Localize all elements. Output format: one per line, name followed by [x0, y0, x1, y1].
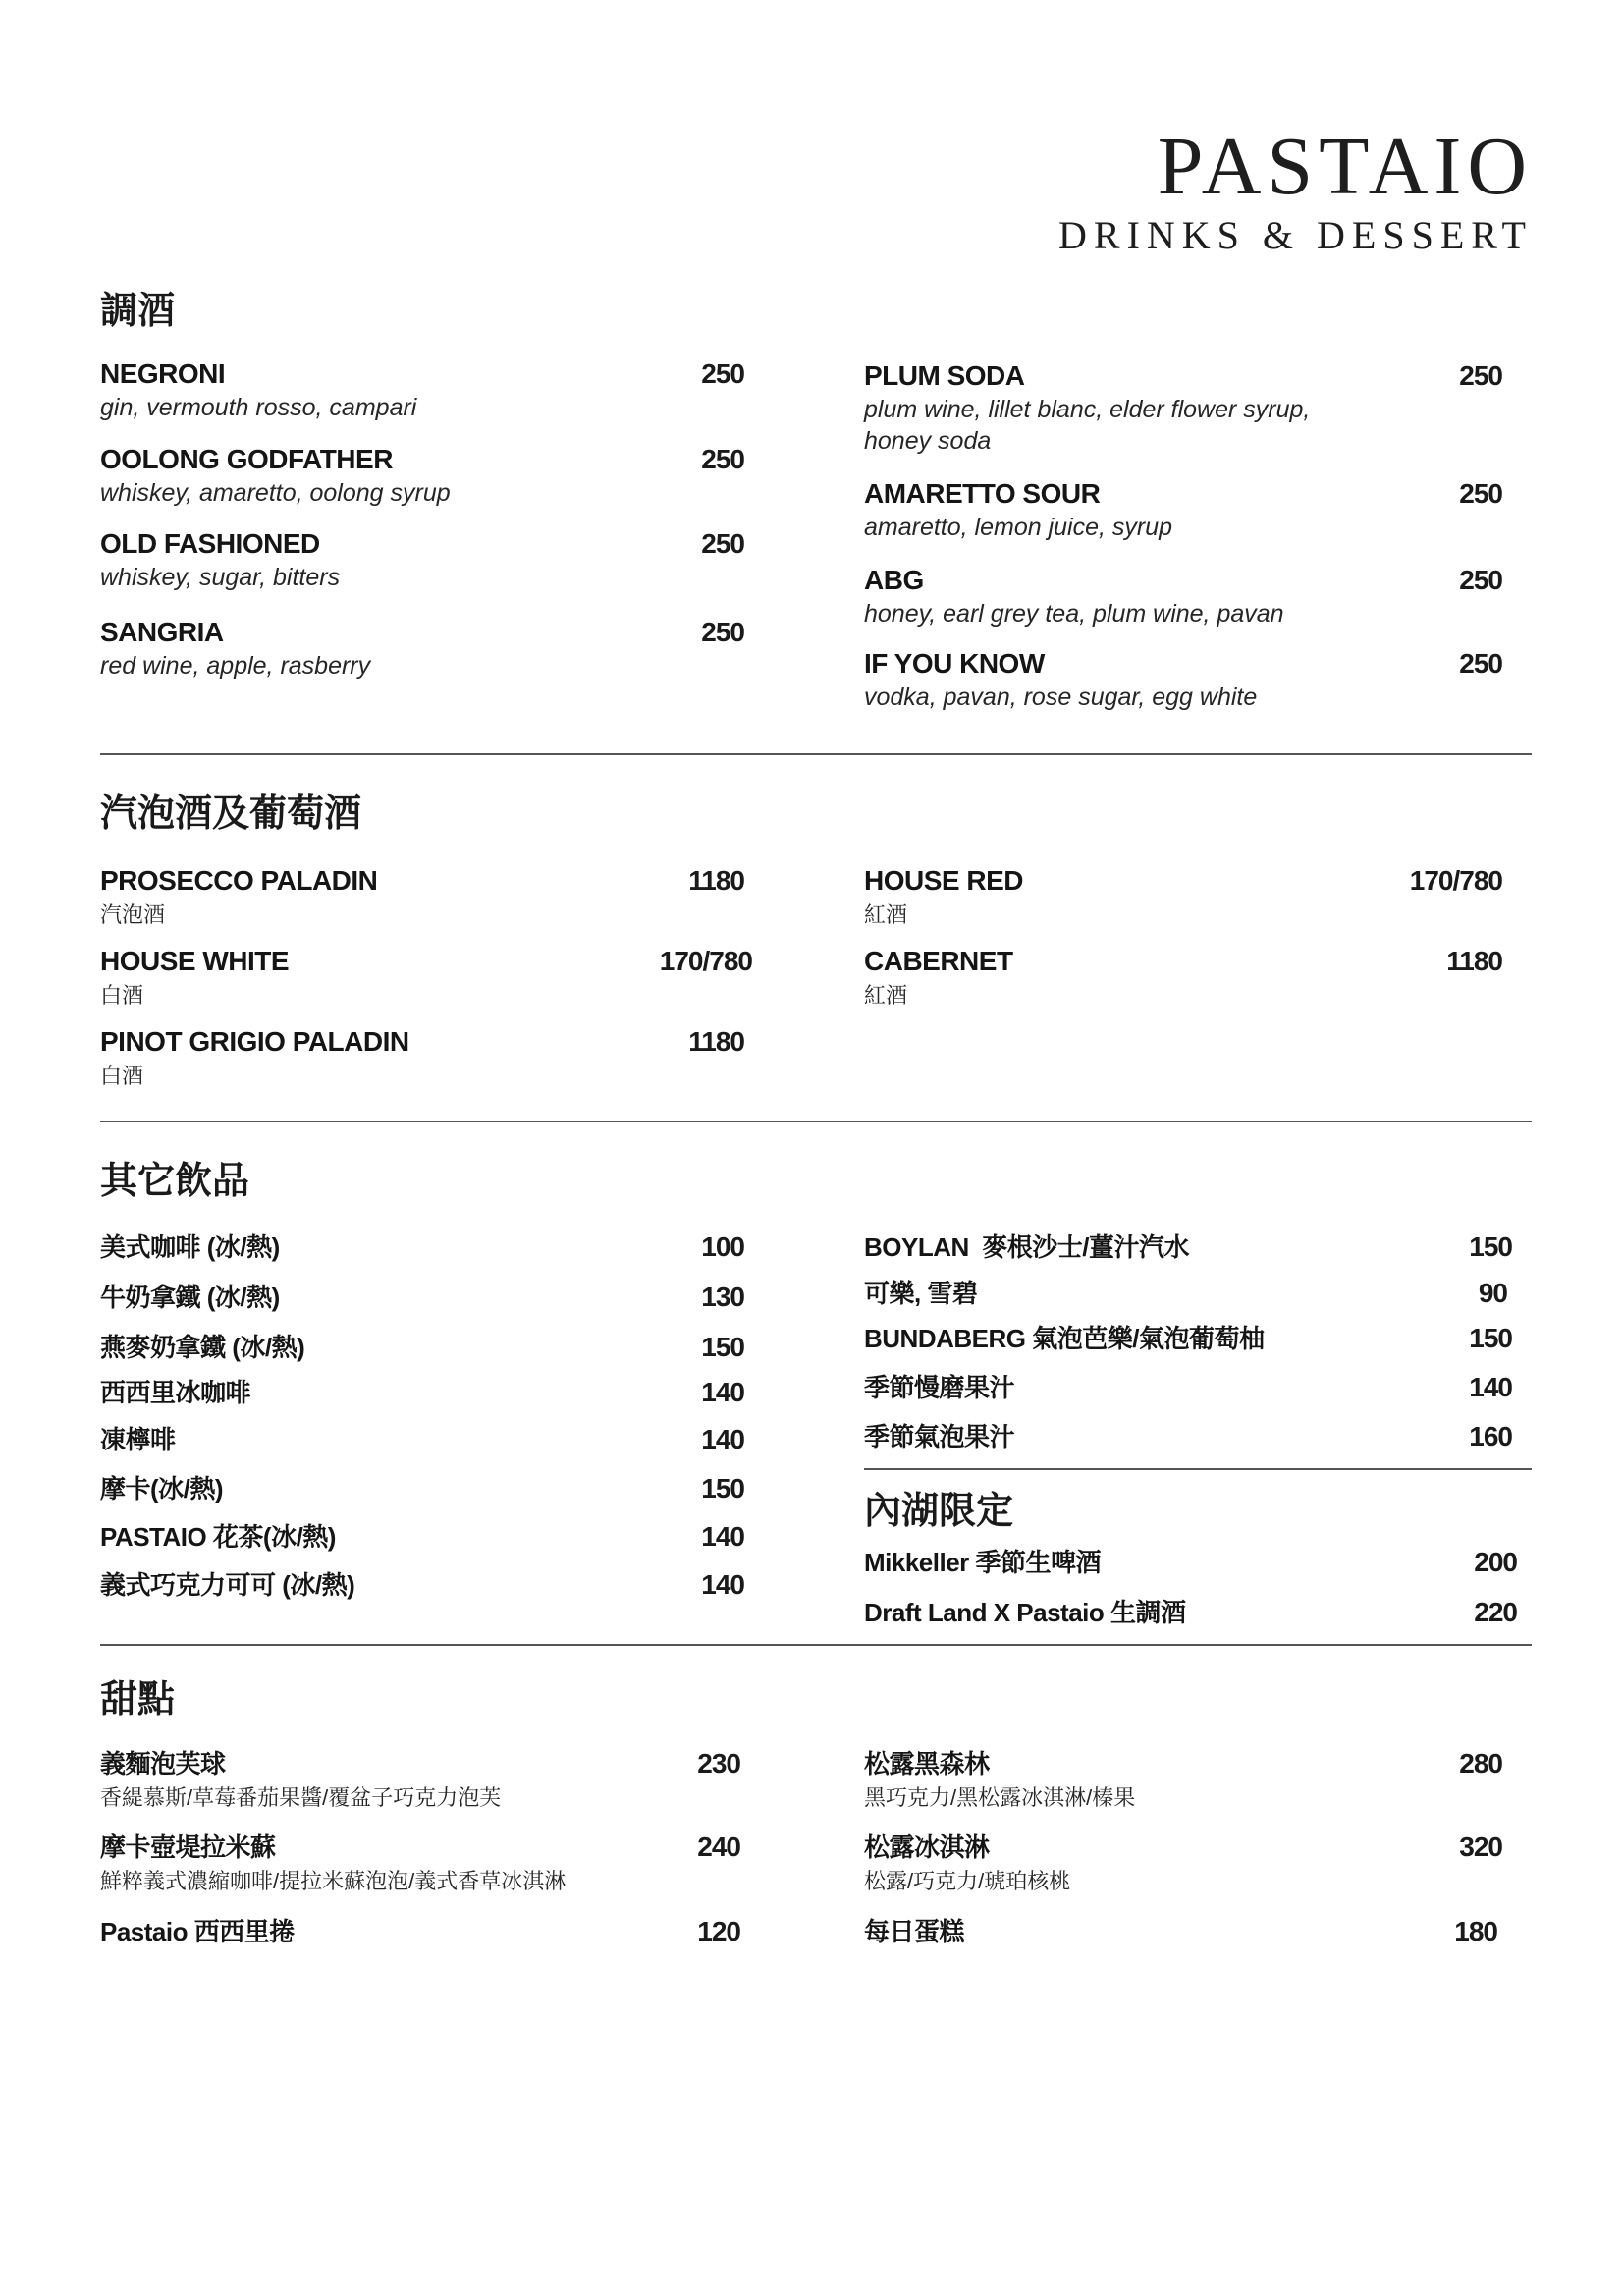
item-name: 義式巧克力可可 (冰/熱): [100, 1570, 355, 1600]
item-price: 230: [697, 1748, 740, 1778]
menu-item: [864, 1371, 1512, 1404]
item-price: 250: [701, 444, 744, 474]
item-description: 汽泡酒: [100, 902, 166, 927]
menu-item: [100, 1915, 740, 1948]
item-price: 160: [1469, 1421, 1512, 1451]
item-description: gin, vermouth rosso, campari: [100, 393, 417, 421]
item-name: 季節氣泡果汁: [864, 1422, 1015, 1451]
item-description: 鮮粹義式濃縮咖啡/提拉米蘇泡泡/義式香草冰淇淋: [100, 1868, 567, 1893]
item-description: 松露/巧克力/琥珀核桃: [864, 1868, 1071, 1893]
section-title-neihu-limited: 內湖限定: [864, 1491, 1014, 1532]
menu-item: [864, 864, 1502, 929]
item-name: BOYLAN 麥根沙士/薑汁汽水: [864, 1232, 1189, 1262]
menu-item: [864, 1322, 1512, 1355]
section-title-wine: 汽泡酒及葡萄酒: [100, 793, 362, 835]
item-name: 義麵泡芙球: [100, 1749, 226, 1778]
menu-item: [864, 945, 1502, 1010]
section-divider: [100, 1121, 1532, 1122]
menu-item: [100, 1472, 744, 1505]
brand-subtitle: DRINKS & DESSERT: [1058, 213, 1533, 257]
item-price: 250: [1459, 478, 1502, 509]
item-description: whiskey, amaretto, oolong syrup: [100, 478, 451, 507]
menu-header: [1058, 121, 1533, 257]
item-description: 紅酒: [864, 902, 908, 927]
menu-item: [864, 1596, 1517, 1629]
menu-item: [864, 564, 1502, 629]
item-description: honey, earl grey tea, plum wine, pavan: [864, 599, 1284, 628]
item-name: IF YOU KNOW: [864, 648, 1045, 679]
menu-item: [864, 647, 1502, 712]
item-price: 140: [701, 1521, 744, 1552]
item-description: 白酒: [100, 982, 144, 1008]
menu-item: [100, 1376, 744, 1409]
section-title-cocktails: 調酒: [100, 291, 176, 332]
menu-item: [864, 1915, 1497, 1948]
item-name: Mikkeller 季節生啤酒: [864, 1548, 1102, 1577]
item-description: plum wine, lillet blanc, elder flower syrup,: [864, 395, 1311, 423]
item-price: 220: [1474, 1597, 1517, 1627]
menu-item: [100, 1331, 744, 1364]
item-name: 可樂, 雪碧: [864, 1279, 978, 1308]
item-price: 1180: [688, 1026, 744, 1057]
item-price: 140: [701, 1377, 744, 1407]
menu-item: [864, 1546, 1517, 1579]
menu-item: [100, 357, 744, 422]
item-description: 香緹慕斯/草莓番茄果醬/覆盆子巧克力泡芙: [100, 1784, 502, 1810]
menu-item: [100, 1423, 744, 1456]
menu-item: [100, 527, 744, 592]
item-name: 每日蛋糕: [864, 1917, 965, 1946]
menu-item: [100, 443, 744, 508]
item-price: 280: [1459, 1748, 1502, 1778]
section-title-other-drinks: 其它飲品: [100, 1161, 250, 1202]
item-name: NEGRONI: [100, 358, 226, 389]
menu-item: [100, 1747, 740, 1812]
item-name: BUNDABERG 氣泡芭樂/氣泡葡萄柚: [864, 1324, 1265, 1353]
item-description: red wine, apple, rasberry: [100, 651, 371, 680]
section-title-dessert: 甜點: [100, 1679, 176, 1721]
item-price: 140: [1469, 1372, 1512, 1402]
item-price: 170/780: [659, 946, 752, 976]
menu-item: [864, 1747, 1502, 1812]
item-price: 1180: [688, 865, 744, 896]
item-name: 燕麥奶拿鐵 (冰/熱): [100, 1333, 305, 1362]
item-name: 摩卡(冰/熱): [100, 1474, 224, 1503]
item-price: 250: [701, 358, 744, 389]
menu-item: [100, 1568, 744, 1602]
item-description: 紅酒: [864, 982, 908, 1008]
item-name: 季節慢磨果汁: [864, 1373, 1015, 1402]
item-price: 150: [701, 1332, 744, 1362]
menu-item: [100, 616, 744, 681]
item-price: 130: [701, 1282, 744, 1312]
item-price: 250: [701, 617, 744, 647]
item-name: 凍檸啡: [100, 1425, 176, 1454]
menu-item: [100, 1025, 744, 1090]
item-price: 90: [1478, 1278, 1507, 1308]
item-name: PLUM SODA: [864, 360, 1025, 391]
item-name: PROSECCO PALADIN: [100, 865, 378, 896]
item-name: 松露冰淇淋: [864, 1832, 990, 1862]
item-name: ABG: [864, 565, 924, 595]
item-name: 牛奶拿鐵 (冰/熱): [100, 1283, 280, 1312]
menu-item: [864, 1230, 1512, 1264]
item-price: 200: [1474, 1547, 1517, 1577]
menu-item: [100, 1230, 744, 1264]
menu-item: [100, 1281, 744, 1314]
item-name: HOUSE WHITE: [100, 946, 290, 976]
brand-name: PASTAIO: [1157, 121, 1533, 212]
item-price: 150: [1469, 1231, 1512, 1262]
item-price: 150: [1469, 1323, 1512, 1353]
menu-item: [864, 1277, 1507, 1310]
menu-item: [864, 1831, 1502, 1895]
item-price: 250: [701, 528, 744, 559]
item-name: SANGRIA: [100, 617, 224, 647]
item-name: 美式咖啡 (冰/熱): [100, 1232, 280, 1262]
subsection-divider: [864, 1468, 1532, 1470]
item-name: 松露黑森林: [864, 1749, 990, 1778]
item-name: Draft Land X Pastaio 生調酒: [864, 1598, 1186, 1627]
section-divider: [100, 753, 1532, 755]
menu-item: [100, 945, 752, 1010]
item-price: 250: [1459, 360, 1502, 391]
item-name: OOLONG GODFATHER: [100, 444, 393, 474]
item-price: 320: [1459, 1831, 1502, 1862]
item-description-line2: honey soda: [864, 427, 992, 456]
item-name: OLD FASHIONED: [100, 528, 320, 559]
item-name: HOUSE RED: [864, 865, 1023, 896]
item-name: 摩卡壺堤拉米蘇: [100, 1832, 276, 1862]
item-description: 黑巧克力/黑松露冰淇淋/榛果: [864, 1784, 1136, 1810]
item-price: 140: [701, 1569, 744, 1600]
menu-item: [100, 864, 744, 929]
item-price: 100: [701, 1231, 744, 1262]
item-price: 170/780: [1409, 865, 1502, 896]
item-name: Pastaio 西西里捲: [100, 1917, 295, 1946]
item-description: vodka, pavan, rose sugar, egg white: [864, 683, 1258, 711]
item-price: 150: [701, 1473, 744, 1503]
menu-item: [864, 359, 1502, 457]
menu-item: [100, 1831, 740, 1895]
item-price: 240: [697, 1831, 740, 1862]
item-price: 250: [1459, 565, 1502, 595]
menu-item: [864, 1420, 1512, 1453]
menu-item: [864, 477, 1502, 542]
item-name: AMARETTO SOUR: [864, 478, 1101, 509]
item-name: PASTAIO 花茶(冰/熱): [100, 1522, 336, 1552]
item-description: 白酒: [100, 1063, 144, 1088]
item-name: 西西里冰咖啡: [100, 1378, 251, 1407]
section-divider: [100, 1644, 1532, 1646]
item-price: 1180: [1446, 946, 1502, 976]
item-description: amaretto, lemon juice, syrup: [864, 513, 1173, 541]
item-name: CABERNET: [864, 946, 1013, 976]
item-price: 250: [1459, 648, 1502, 679]
item-price: 140: [701, 1424, 744, 1454]
item-price: 180: [1454, 1916, 1497, 1946]
item-description: whiskey, sugar, bitters: [100, 563, 341, 591]
item-name: PINOT GRIGIO PALADIN: [100, 1026, 409, 1057]
item-price: 120: [697, 1916, 740, 1946]
menu-item: [100, 1520, 744, 1554]
